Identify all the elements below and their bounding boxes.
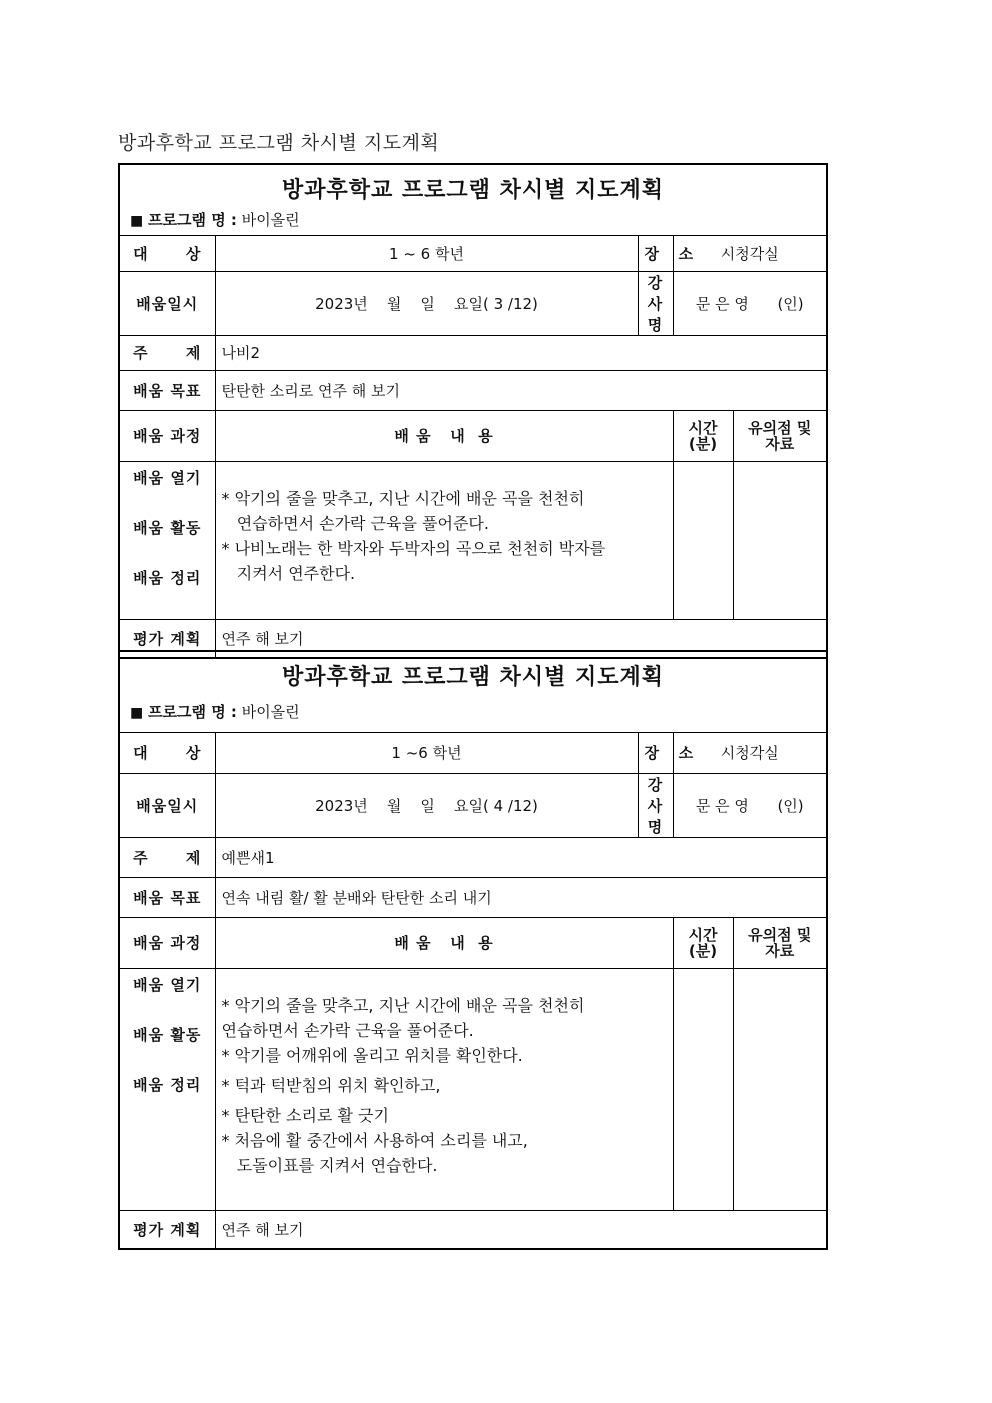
time-label: 시간 (분) (673, 917, 733, 968)
plan-title: 방과후학교 프로그램 차시별 지도계획 (281, 178, 664, 203)
lesson-plan-1 (118, 163, 828, 659)
time-cell (673, 461, 733, 619)
goal-value: 연속 내림 활/ 활 분배와 탄탄한 소리 내기 (215, 877, 826, 917)
content-row (120, 968, 826, 1210)
content-label: 배 움 내 용 (215, 410, 673, 461)
content-line: * 나비노래는 한 박자와 두박자의 곡으로 천천히 박자를 (221, 538, 606, 558)
topic-label: 주 제 (120, 837, 215, 877)
content-line: 지켜서 연주한다. (221, 563, 356, 583)
phase-cell (120, 968, 215, 1210)
program-name: 바이올린 (241, 211, 300, 229)
teacher-label: 강사 명 (638, 773, 673, 837)
process-label: 배움 과정 (120, 917, 215, 968)
plan-header (120, 165, 826, 236)
phase-open: 배움 열기 (133, 975, 202, 994)
eval-value: 연주 해 보기 (215, 1210, 826, 1248)
phase-activity: 배움 활동 (133, 1025, 202, 1044)
plan-header (120, 652, 826, 733)
goal-row (120, 877, 826, 917)
eval-label: 평가 계획 (120, 1210, 215, 1248)
target-row (120, 236, 826, 271)
notes-label: 유의점 및 자료 (733, 410, 826, 461)
topic-row (120, 335, 826, 370)
phase-cell (120, 461, 215, 619)
program-line (120, 205, 826, 235)
goal-label: 배움 목표 (120, 877, 215, 917)
phase-activity: 배움 활동 (133, 518, 202, 537)
time-cell (673, 968, 733, 1210)
content-line: * 악기를 어깨위에 올리고 위치를 확인한다. (221, 1045, 523, 1065)
square-bullet-icon: ■ (130, 705, 144, 721)
phase-close: 배움 정리 (133, 1075, 202, 1094)
topic-label: 주 제 (120, 335, 215, 370)
notes-cell (733, 461, 826, 619)
notes-cell (733, 968, 826, 1210)
header-row (120, 917, 826, 968)
program-line (120, 692, 826, 732)
plan-title: 방과후학교 프로그램 차시별 지도계획 (281, 665, 664, 690)
target-label: 대 상 (120, 733, 215, 773)
content-line: * 탄탄한 소리로 활 긋기 (221, 1105, 389, 1125)
content-line: * 처음에 활 중간에서 사용하여 소리를 내고, (221, 1130, 528, 1150)
teacher-value: 문 은 영 (인) (673, 271, 826, 335)
lesson-plan-2 (118, 650, 828, 1250)
content-line: 연습하면서 손가락 근육을 풀어준다. (221, 1020, 474, 1040)
content-line: * 악기의 줄을 맞추고, 지난 시간에 배운 곡을 천천히 (221, 995, 585, 1015)
date-value: 2023년 월 일 요일( 3 /12) (215, 271, 638, 335)
date-value: 2023년 월 일 요일( 4 /12) (215, 773, 638, 837)
content-line: * 악기의 줄을 맞추고, 지난 시간에 배운 곡을 천천히 (221, 488, 585, 508)
place-value: 시청각실 (673, 733, 826, 773)
notes-label: 유의점 및 자료 (733, 917, 826, 968)
plan-table (120, 236, 826, 657)
goal-row (120, 370, 826, 410)
header-row (120, 410, 826, 461)
document-heading: 방과후학교 프로그램 차시별 지도계획 (118, 132, 440, 154)
program-name: 바이올린 (241, 703, 300, 721)
date-row (120, 773, 826, 837)
square-bullet-icon: ■ (130, 213, 144, 229)
phase-open: 배움 열기 (133, 468, 202, 487)
topic-value: 예쁜새1 (215, 837, 826, 877)
content-row (120, 461, 826, 619)
target-value: 1 ~ 6 학년 (215, 236, 638, 271)
target-label: 대 상 (120, 236, 215, 271)
content-line: 연습하면서 손가락 근육을 풀어준다. (221, 513, 489, 533)
date-row (120, 271, 826, 335)
eval-row (120, 1210, 826, 1248)
goal-label: 배움 목표 (120, 370, 215, 410)
target-value: 1 ~6 학년 (215, 733, 638, 773)
date-label: 배움일시 (120, 271, 215, 335)
date-label: 배움일시 (120, 773, 215, 837)
program-label: 프로그램 명 : (148, 211, 237, 229)
teacher-value: 문 은 영 (인) (673, 773, 826, 837)
plan-table (120, 733, 826, 1248)
goal-value: 탄탄한 소리로 연주 해 보기 (215, 370, 826, 410)
time-label: 시간 (분) (673, 410, 733, 461)
content-cell (215, 461, 673, 619)
place-label: 장 소 (638, 733, 673, 773)
target-row (120, 733, 826, 773)
topic-value: 나비2 (215, 335, 826, 370)
place-value: 시청각실 (673, 236, 826, 271)
program-label: 프로그램 명 : (148, 703, 237, 721)
content-cell (215, 968, 673, 1210)
place-label: 장 소 (638, 236, 673, 271)
teacher-label: 강사 명 (638, 271, 673, 335)
content-label: 배 움 내 용 (215, 917, 673, 968)
topic-row (120, 837, 826, 877)
eval-value: 연주 해 보기 (215, 619, 826, 657)
content-line: 도돌이표를 지켜서 연습한다. (221, 1155, 438, 1175)
phase-close: 배움 정리 (133, 568, 202, 587)
content-line: * 턱과 턱받침의 위치 확인하고, (221, 1075, 441, 1095)
eval-label: 평가 계획 (120, 619, 215, 657)
process-label: 배움 과정 (120, 410, 215, 461)
